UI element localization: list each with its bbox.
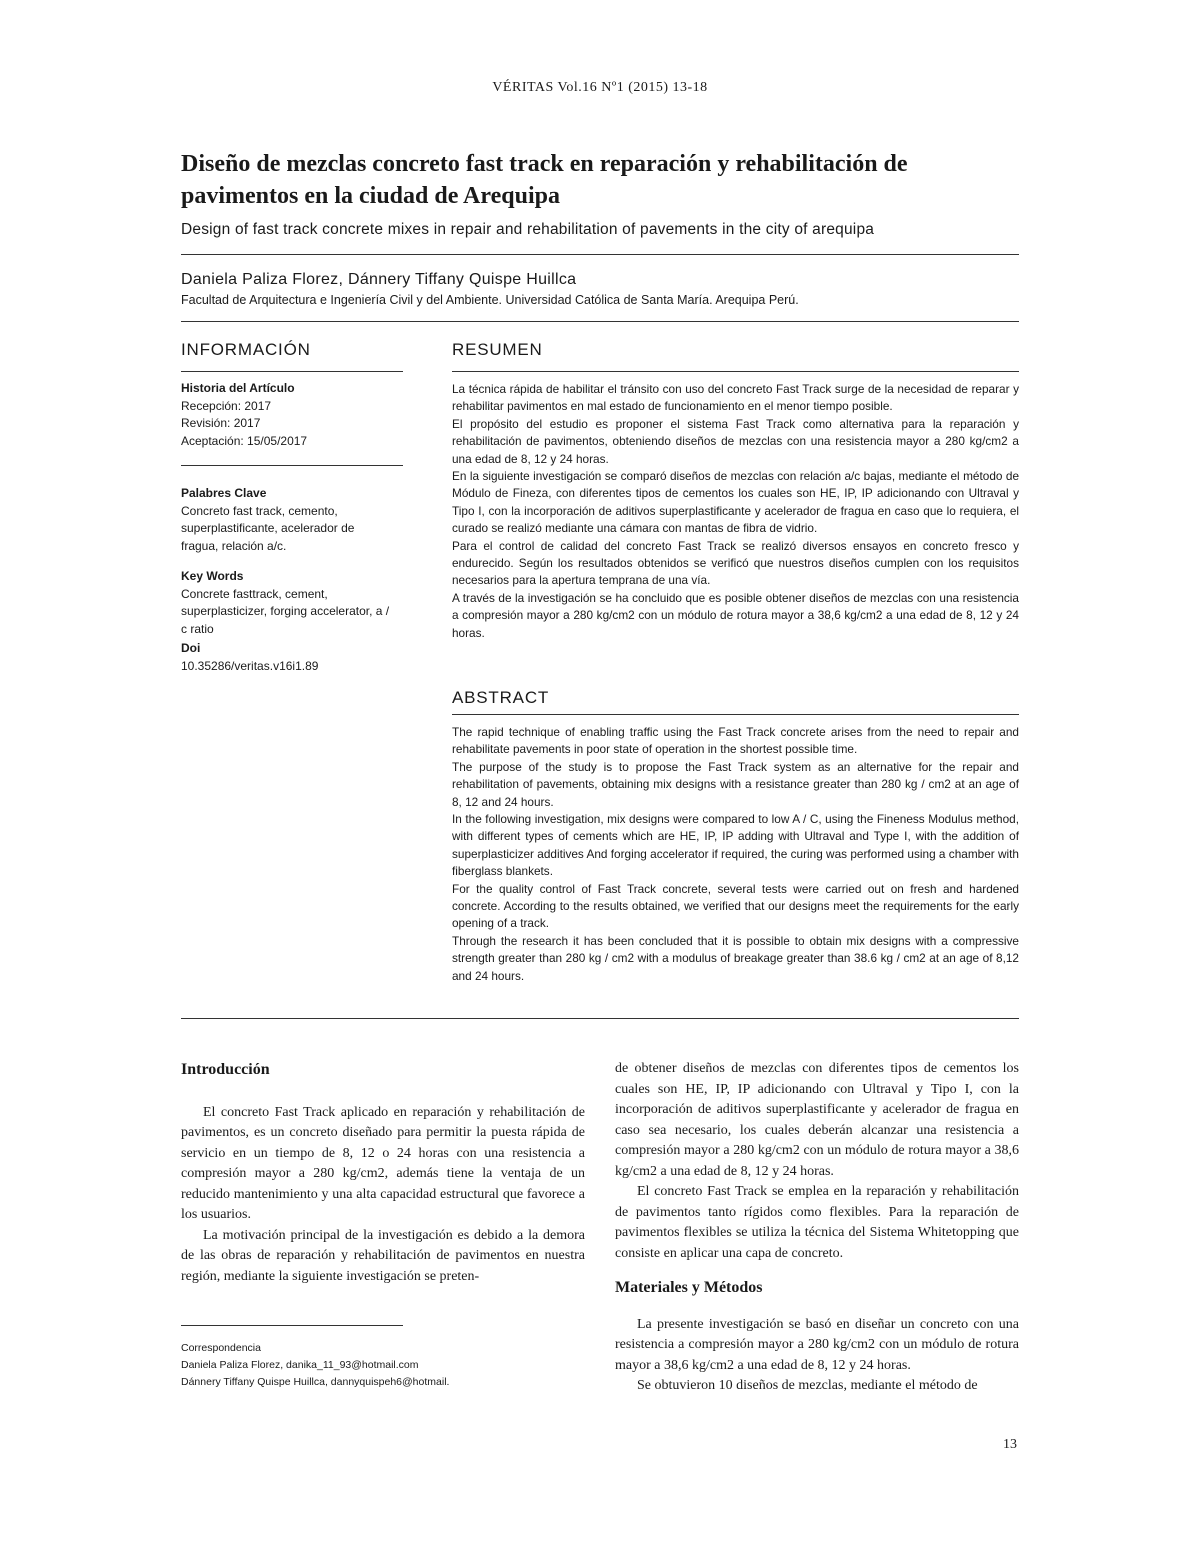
article-subtitle-en: Design of fast track concrete mixes in repair and rehabilitation of pavements in the city of arequipa [181, 221, 875, 238]
keywords-es-block [181, 485, 391, 555]
reception-date: Recepción: 2017 [181, 398, 272, 413]
affiliation: Facultad de Arquitectura e Ingeniería Civil y del Ambiente. Universidad Católica de Santa María. Arequipa Perú. [181, 293, 799, 307]
footnote-author-1: Daniela Paliza Florez, danika_11_93@hotmail.com [181, 1359, 419, 1371]
methods-paragraph: Se obtuvieron 10 diseños de mezclas, mediante el método de [637, 1378, 978, 1393]
page-number: 13 [1003, 1437, 1017, 1452]
footnote-divider [181, 1325, 403, 1326]
methods-paragraph: La presente investigación se basó en diseñar un concreto con una resistencia a compresión mayor a 280 kg/cm2 con un módulo de rotura mayor a 38,6 kg/cm2 a una edad de 8, 12 y 24 horas. [615, 1316, 1019, 1373]
abstract-paragraph: For the quality control of Fast Track concrete, several tests were carried out on fresh and hardened concrete. According to the results obtained, we verified that our designs meet the requirements for the early opening of a track. [452, 881, 1019, 931]
resumen-body [452, 381, 1019, 642]
article-title: Diseño de mezclas concreto fast track en reparación y rehabilitación de pavimentos en la ciudad de Arequipa [181, 151, 908, 209]
history-divider [181, 465, 403, 466]
intro-paragraph: La motivación principal de la investigación es debido a la demora de las obras de reparación y rehabilitación de pavimentos en nuestra región, mediante la siguiente investigación se preten- [181, 1227, 585, 1284]
intro-paragraph: El concreto Fast Track se emplea en la reparación y rehabilitación de pavimentos tanto rígidos como flexibles. Para la reparación de pavimentos flexibles se utiliza la técnica del Sistema Whitetopping que consiste en aplicar una capa de concreto. [615, 1184, 1019, 1261]
keywords-en-block [181, 568, 396, 638]
doi-link[interactable]: 10.35286/veritas.v16i1.89 [181, 658, 319, 673]
resumen-heading: RESUMEN [452, 340, 543, 359]
resumen-paragraph: A través de la investigación se ha concluido que es posible obtener diseños de mezclas con una resistencia a compresión mayor a 280 kg/cm2 con un módulo de rotura mayor a 38,6 kg/cm2 a una edad de 8, 12 y 24 horas. [452, 590, 1019, 640]
authors: Daniela Paliza Florez, Dánnery Tiffany Quispe Huillca [181, 271, 577, 288]
intro-heading: Introducción [181, 1061, 270, 1078]
title-divider [181, 254, 1019, 255]
footnote-author-2: Dánnery Tiffany Quispe Huillca, dannyquispeh6@hotmail. [181, 1376, 450, 1388]
doi-block [181, 640, 403, 675]
info-divider [181, 371, 403, 372]
resumen-paragraph: El propósito del estudio es proponer el sistema Fast Track como alternativa para la reparación y rehabilitación de pavimentos, obteniendo diseños de mezclas con una resistencia mayor a 280 kg/cm2 a una edad de 8, 12 y 24 horas. [452, 416, 1019, 466]
doi-label: Doi [181, 641, 201, 655]
abstract-heading: ABSTRACT [452, 688, 550, 707]
methods-heading: Materiales y Métodos [615, 1279, 763, 1296]
body-left-column [181, 1060, 585, 1287]
body-right-column [615, 1059, 1019, 1397]
history-label: Historia del Artículo [181, 381, 295, 395]
keywords-es: Concreto fast track, cemento, superplastificante, acelerador de fragua, relación a/c. [181, 503, 355, 553]
footnote-label: Correspondencia [181, 1342, 261, 1354]
intro-continuation: de obtener diseños de mezclas con diferentes tipos de cementos los cuales son HE, IP, IP adicionando con Ultraval y Tipo I, con la incorporación de aditivos superplastificante y acelerador de fragua en caso sea necesario, los cuales deberán alcanzar una resistencia a compresión mayor a 280 kg/cm2 con un módulo de rotura mayor a 38,6 kg/cm2 a una edad de 8, 12 y 24 horas. [615, 1061, 1019, 1179]
info-heading: INFORMACIÓN [181, 340, 311, 359]
keywords-en-label: Key Words [181, 569, 244, 583]
acceptance-date: Aceptación: 15/05/2017 [181, 433, 308, 448]
abstract-divider [452, 714, 1019, 715]
abstract-paragraph: In the following investigation, mix designs were compared to low A / C, using the Fineness Modulus method, with different types of cements which are HE, IP, IP adding with Ultraval and Type I, with the addition of superplasticizer additives And forging accelerator if required, the curing was performed using a chamber with fiberglass blankets. [452, 812, 1019, 879]
abstract-paragraph: Through the research it has been concluded that it is possible to obtain mix designs with a compressive strength greater than 280 kg / cm2 with a modulus of breakage greater than 38.6 kg / cm2 at an age of 8,12 and 24 hours. [452, 933, 1019, 983]
intro-paragraph: El concreto Fast Track aplicado en reparación y rehabilitación de pavimentos, es un concreto diseñado para permitir la puesta rápida de servicio en un tiempo de 8, 12 o 24 horas con una resistencia a compresión mayor a 280 kg/cm2, además tiene la ventaja de un reducido mantenimiento y una alta capacidad estructural que favorece a los usuarios. [181, 1104, 585, 1222]
abstract-paragraph: The rapid technique of enabling traffic using the Fast Track concrete arises from the need to repair and rehabilitate pavements in poor state of operation in the shortest possible time. [452, 725, 1019, 757]
abstract-paragraph: The purpose of the study is to propose the Fast Track system as an alternative for the repair and rehabilitation of pavements, obtaining mix designs with a resistance greater than 280 kg / cm2 at an age of 8, 12 and 24 hours. [452, 759, 1019, 809]
resumen-paragraph: Para el control de calidad del concreto Fast Track se realizó diversos ensayos en concreto fresco y endurecido. Según los resultados obtenidos se verificó que nuestros diseños cumplen con los requisitos necesarios para la apertura temprana de una vía. [452, 538, 1019, 588]
resumen-divider [452, 371, 1019, 372]
resumen-paragraph: En la siguiente investigación se comparó diseños de mezclas con relación a/c bajas, mediante el método de Módulo de Fineza, con diferentes tipos de cementos los cuales son HE, IP, IP adicionando con Ultraval y Tipo I, con la incorporación de aditivos superplastificante y acelerador de fragua en caso que lo requiera, el curado se realizó mediante una cámara con mantas de fibra de vidrio. [452, 469, 1019, 536]
running-header: VÉRITAS Vol.16 Nº1 (2015) 13-18 [492, 80, 708, 95]
body-divider [181, 1018, 1019, 1019]
correspondence-footnote [181, 1340, 541, 1391]
abstract-body [452, 724, 1019, 985]
authors-divider [181, 321, 1019, 322]
revision-date: Revisión: 2017 [181, 416, 261, 430]
keywords-en: Concrete fasttrack, cement, superplasticizer, forging accelerator, a / c ratio [181, 586, 390, 636]
resumen-paragraph: La técnica rápida de habilitar el tránsito con uso del concreto Fast Track surge de la necesidad de reparar y rehabilitar pavimentos en mal estado de funcionamiento en el menor tiempo posible. [452, 382, 1019, 414]
keywords-es-label: Palabres Clave [181, 486, 267, 500]
article-history [181, 380, 403, 450]
